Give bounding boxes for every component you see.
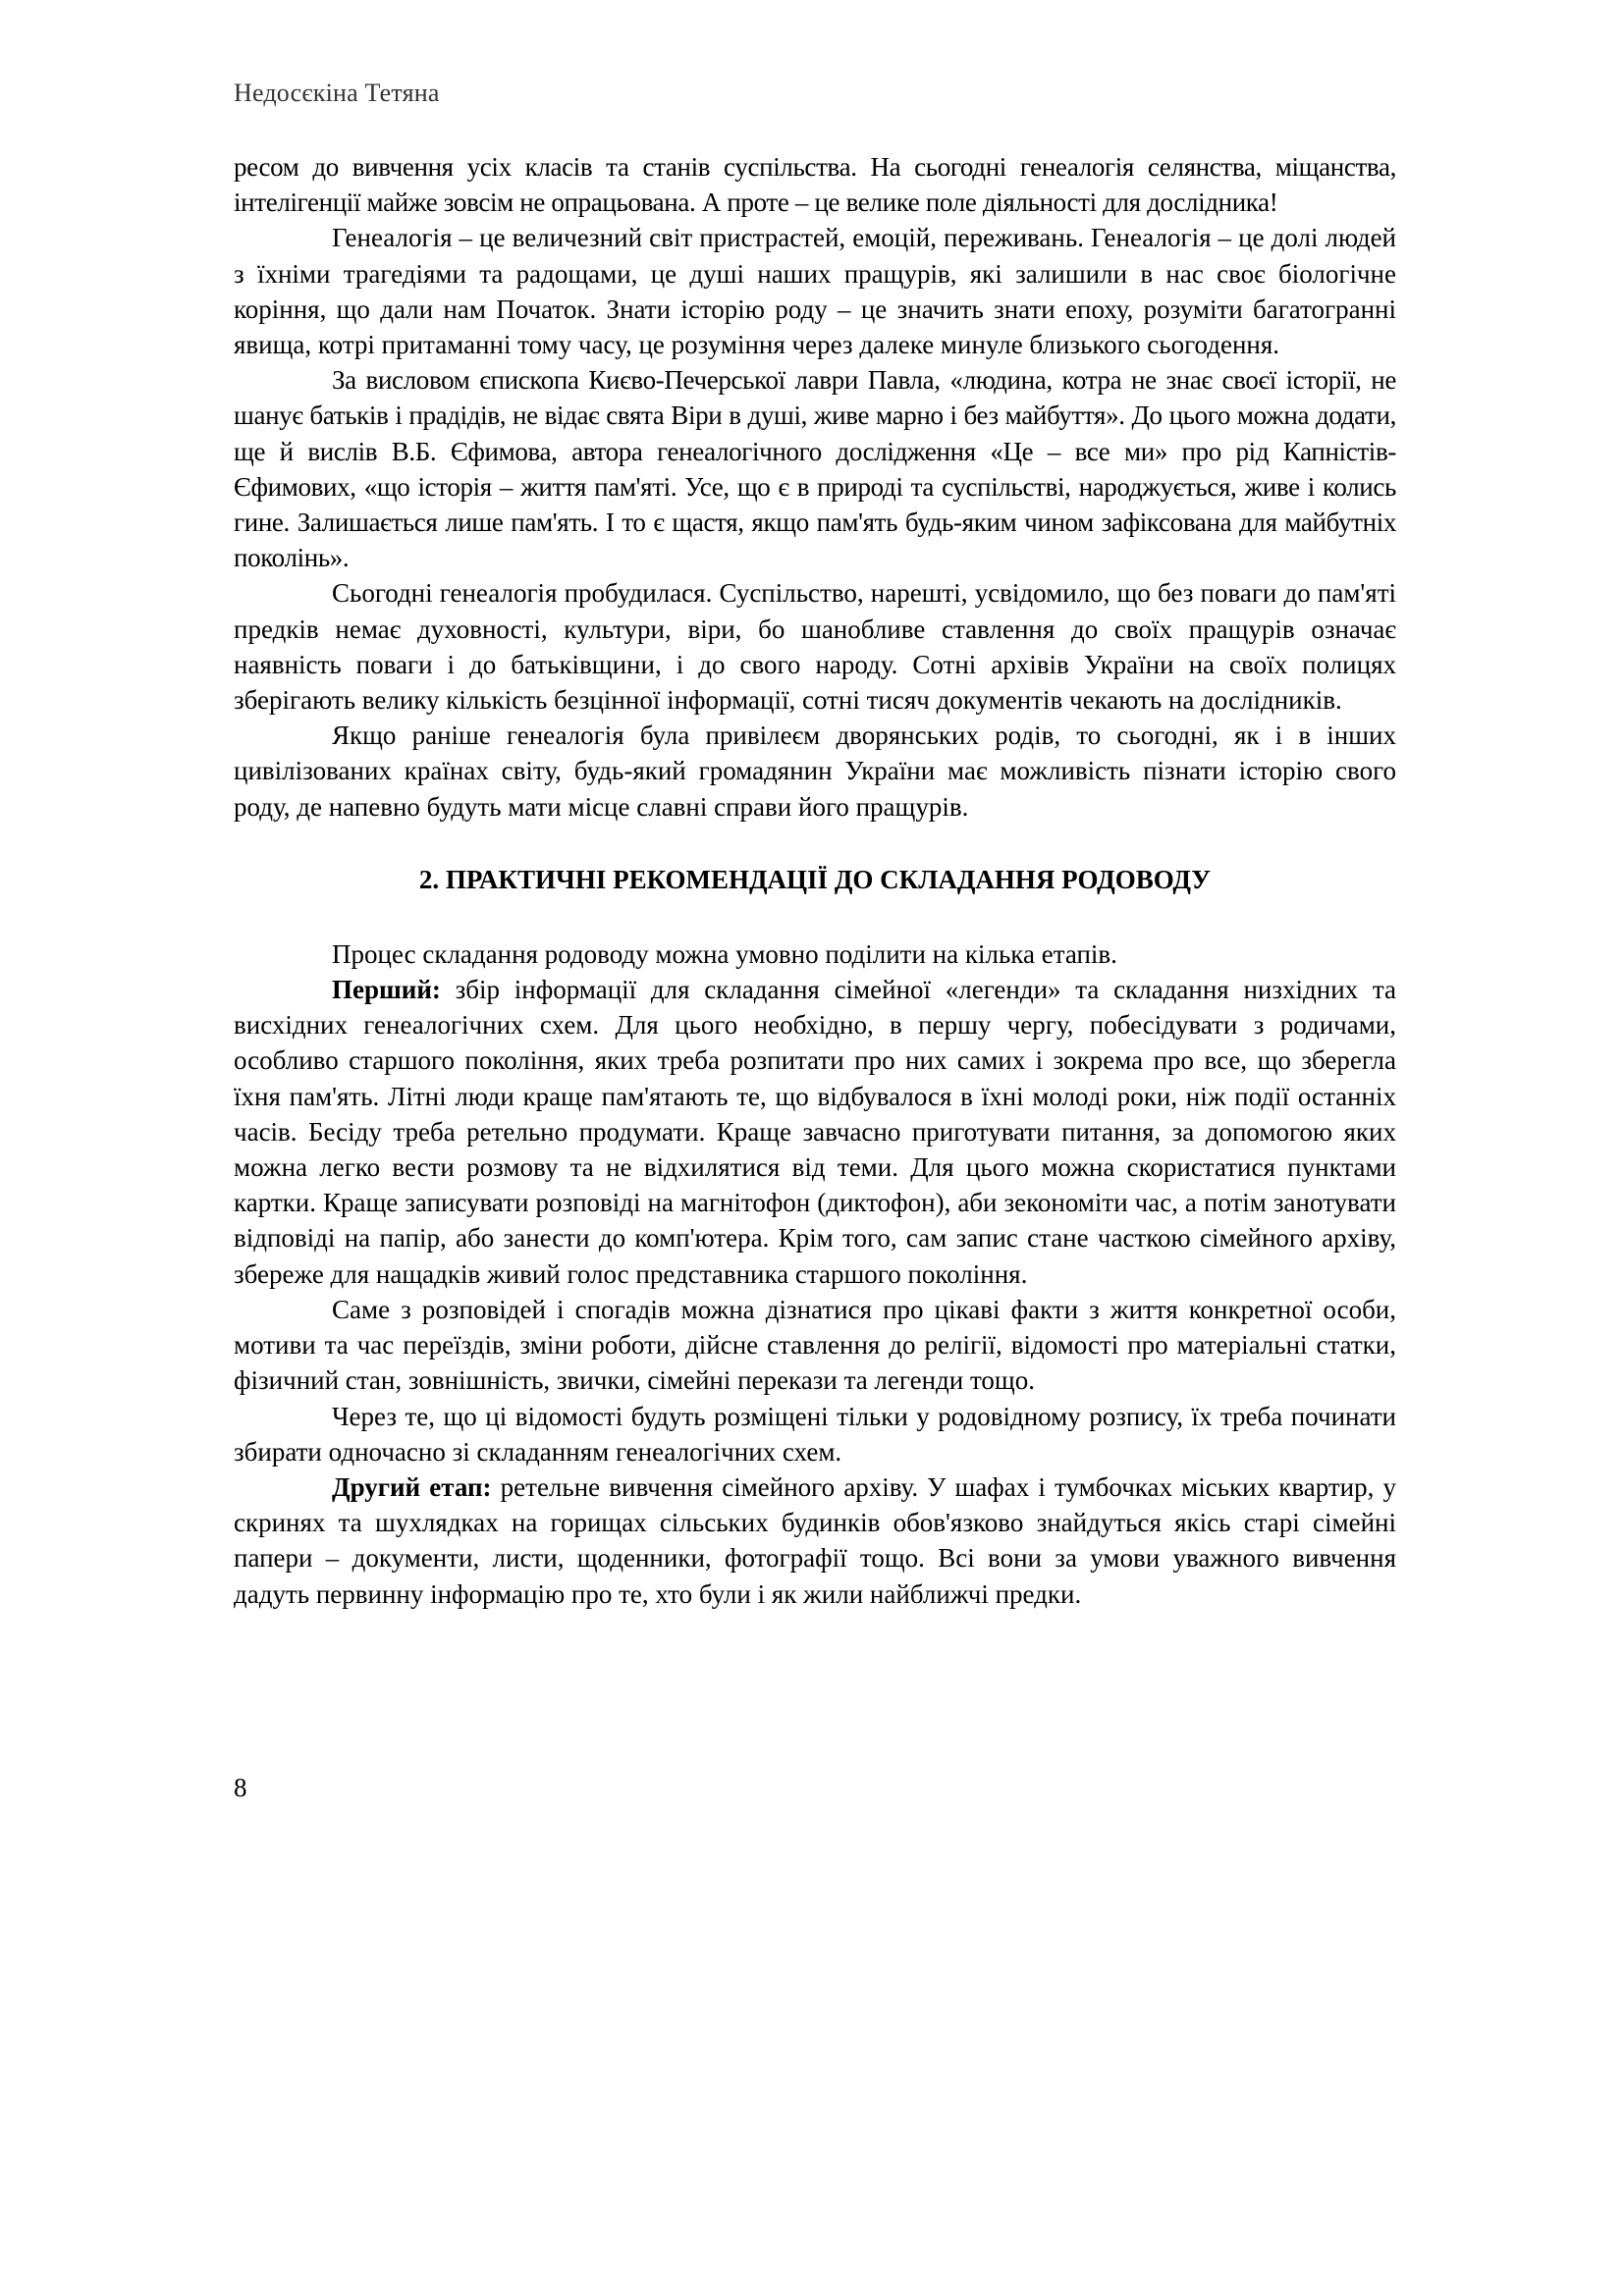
- paragraph: Якщо раніше генеалогія була привілеєм дворянських родів, то сьогодні, як і в інших цивілізованих країнах світу, будь-який громадянин України має можливість пізнати історію свого роду, де напевно будуть мати місце славні справи його пращурів.: [234, 721, 1396, 822]
- stage-one-text: збір інформації для складання сімейної «легенди» та складання низхідних та висхідних генеалогічних схем. Для цього необхідно, в першу чергу, побесідувати з родичами, особливо старшого покоління, яких треба розпитати про них самих і зокрема про все, що зберегла їхня пам'ять. Літні люди краще пам'ятають те, що відбувалося в їхні молоді роки, ніж події останніх часів. Бесіду треба ретельно продумати. Краще завчасно приготувати питання, за допомогою яких можна легко вести розмову та не відхилятися від теми. Для цього можна скористатися пунктами картки. Краще записувати розповіді на магнітофон (диктофон), аби зекономіти час, а потім занотувати відповіді на папір, або занести до комп'ютера. Крім того, сам запис стане часткою сімейного архіву, збереже для нащадків живий голос представника старшого покоління.: [234, 975, 1396, 1289]
- paragraph: Саме з розповідей і спогадів можна дізнатися про цікаві факти з життя конкретної особи, мотиви та час переїздів, зміни роботи, дійсне ставлення до релігії, відомості про матеріальні статки, фізичний стан, зовнішність, звички, сімейні перекази та легенди тощо.: [234, 1294, 1396, 1396]
- page-body: [234, 149, 1396, 1612]
- paragraph: Сьогодні генеалогія пробудилася. Суспільство, нарешті, усвідомило, що без поваги до пам'яті предків немає духовності, культури, віри, бо шанобливе ставлення до своїх пращурів означає наявність поваги і до батьківщини, і до свого народу. Сотні архівів України на своїх полицях зберігають велику кількість безцінної інформації, сотні тисяч документів чекають на дослідників.: [234, 578, 1396, 716]
- paragraph: За висловом єпископа Києво-Печерської лаври Павла, «людина, котра не знає своєї історії, не шанує батьків і прадідів, не відає свята Віри в душі, живе марно і без майбуття». До цього можна додати, ще й вислів В.Б. Єфимова, автора генеалогічного дослідження «Це – все ми» про рід Капністів-Єфимових, «що історія – життя пам'яті. Усе, що є в природі та суспільстві, народжується, живе і колись гине. Залишається лише пам'ять. І то є щастя, якщо пам'ять будь-яким чином зафіксована для майбутніх поколінь».: [234, 365, 1396, 573]
- section-heading: 2. ПРАКТИЧНІ РЕКОМЕНДАЦІЇ ДО СКЛАДАННЯ РОДОВОДУ: [418, 864, 1212, 894]
- page-number: 8: [234, 1773, 247, 1802]
- paragraph: Процес складання родоводу можна умовно поділити на кілька етапів.: [332, 938, 1117, 969]
- paragraph: Через те, що ці відомості будуть розміщені тільки у родовідному розпису, їх треба починати збирати одночасно зі складанням генеалогічних схем.: [234, 1401, 1396, 1467]
- stage-two-text: ретельне вивчення сімейного архіву. У шафах і тумбочках міських квартир, у скринях та шухлядках на горищах сільських будинків обов'язково знайдуться якісь старі сімейні папери – документи, листи, щоденники, фотографії тощо. Всі вони за умови уважного вивчення дадуть первинну інформацію про те, хто були і як жили найближчі предки.: [234, 1471, 1396, 1609]
- running-head: Недосєкіна Тетяна: [234, 79, 440, 107]
- paragraph-stage-two: [234, 1469, 1396, 1612]
- stage-one-lead: Перший:: [332, 975, 441, 1005]
- paragraph-stage-one: [234, 972, 1396, 1292]
- paragraph: ресом до вивчення усіх класів та станів суспільства. На сьогодні генеалогія селянства, міщанства, інтелігенції майже зовсім не опрацьована. А проте – це велике поле діяльності для дослідника!: [234, 152, 1396, 218]
- stage-two-lead: Другий етап:: [332, 1471, 492, 1502]
- paragraph: Генеалогія – це величезний світ пристрастей, емоцій, переживань. Генеалогія – це долі людей з їхніми трагедіями та радощами, це душі наших пращурів, які залишили в нас своє біологічне коріння, що дали нам Початок. Знати історію роду – це значить знати епоху, розуміти багатогранні явища, котрі притаманні тому часу, це розуміння через далеке минуле близького сьогодення.: [234, 223, 1396, 360]
